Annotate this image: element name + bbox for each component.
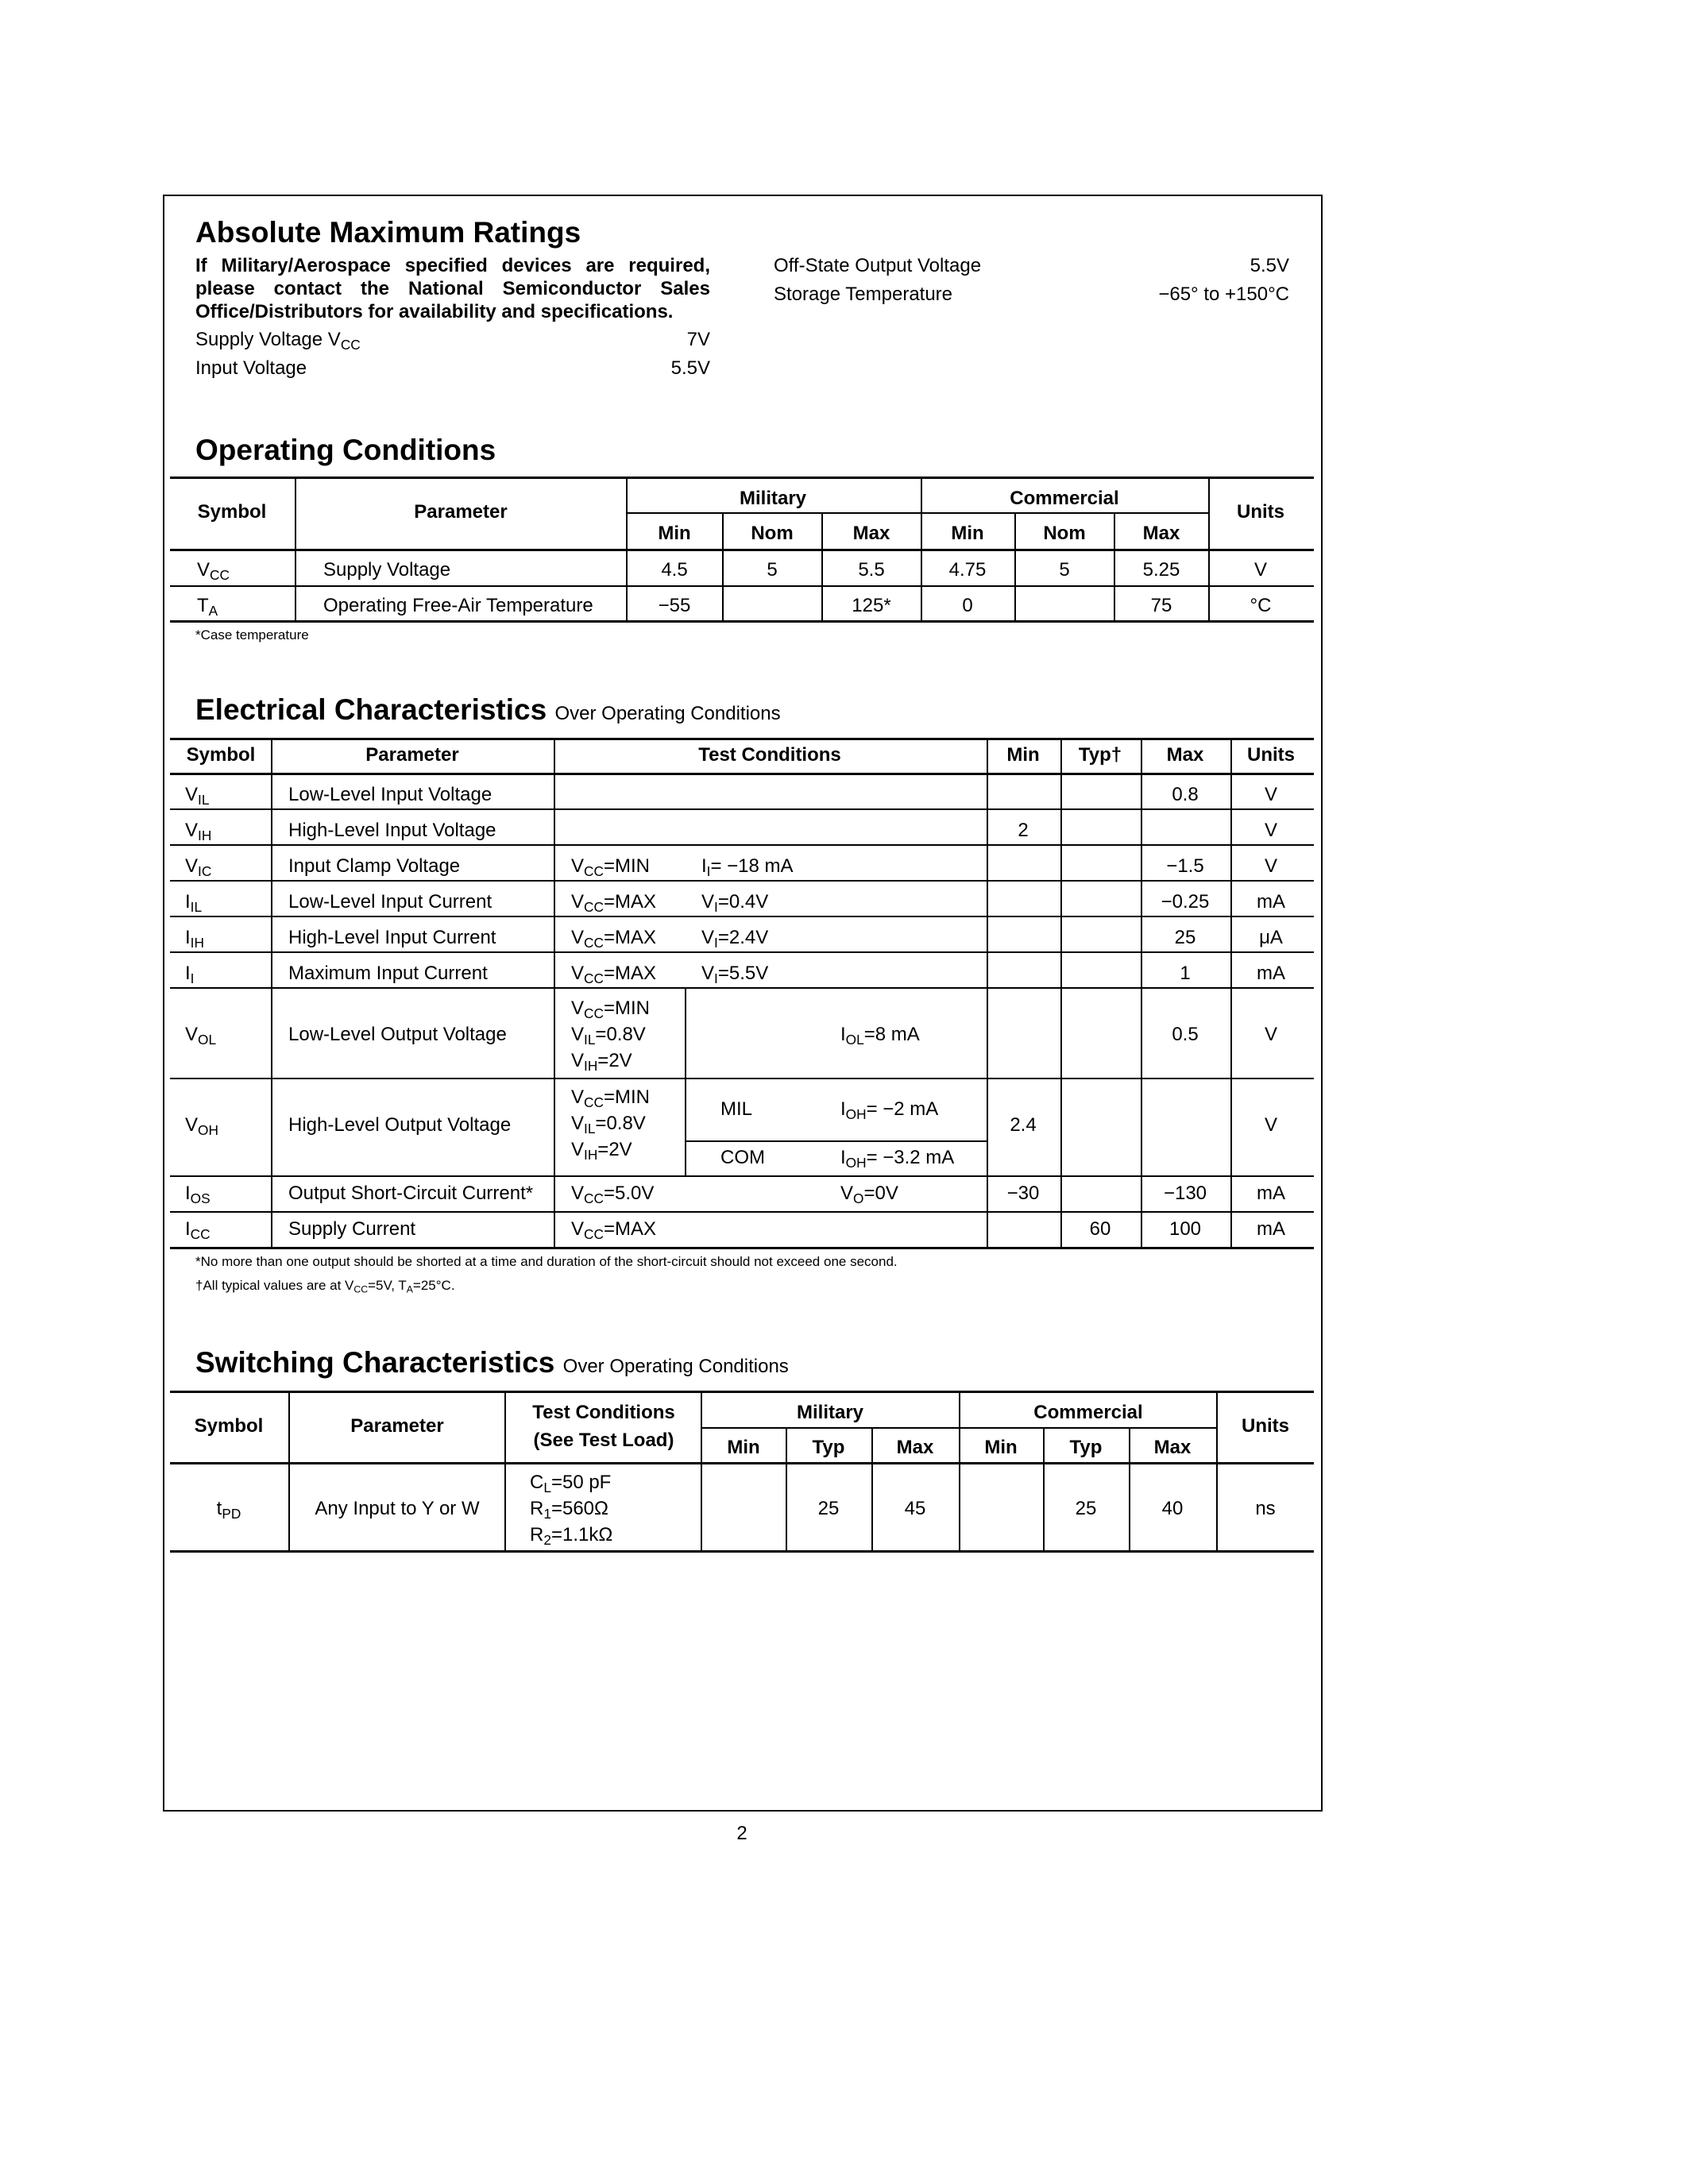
storage-temp-value: −65° to +150°C	[1158, 284, 1289, 305]
sw-header-military: Military	[796, 1402, 864, 1423]
ec-cell-units: V	[1264, 1114, 1278, 1136]
ec-voh-com-ioh: $I_{OH}= -3.2$ mA	[840, 1147, 955, 1171]
op-footnote: *Case temperature	[195, 627, 309, 642]
op-header-symbol: Symbol	[197, 501, 267, 523]
supply-voltage-value: 7V	[686, 329, 710, 350]
op-cell: 75	[1150, 595, 1172, 616]
sw-header-mil-typ: Typ	[812, 1437, 845, 1458]
op-header-mil-min: Min	[658, 523, 691, 544]
sw-header-com-max: Max	[1153, 1437, 1192, 1458]
ec-cell-typ: 60	[1089, 1218, 1111, 1240]
ec-header-parameter: Parameter	[365, 744, 459, 766]
table-row: $I_{IH}$	[185, 927, 204, 951]
abs-max-notice-1: If Military/Aerospace specified devices are required,	[195, 255, 710, 276]
ec-footnote-1: *No more than one output should be shorted at a time and duration of the short-circuit should not exceed one second.	[195, 1254, 898, 1269]
ec-cond-2: $I_I= -18$ mA	[701, 855, 794, 879]
op-cell: V	[1253, 559, 1268, 581]
op-cell: 0	[962, 595, 973, 616]
table-row: $V_{IL}$	[185, 784, 210, 808]
input-voltage-value: 5.5V	[670, 357, 710, 379]
ec-header-test: Test Conditions	[698, 744, 841, 766]
sw-row-param: Any Input to Y or W	[315, 1498, 480, 1519]
ec-cell-max: −0.25	[1161, 891, 1210, 913]
ec-cell-min: −30	[1006, 1183, 1040, 1204]
ec-cond-2: $V_I=5.5V$	[701, 963, 769, 986]
ec-cell-min: 2.4	[1010, 1114, 1037, 1136]
op-cell: 5.25	[1142, 559, 1180, 581]
supply-voltage-label: Supply Voltage $V_{CC}$	[195, 329, 361, 353]
op-cell: 5.5	[858, 559, 885, 581]
ec-cond-2: $V_O=0V$	[840, 1183, 898, 1206]
sw-row-conditions: $C_L=50$ pF $R_1=560\Omega$ $R_2=1.1k\Omega$	[530, 1472, 613, 1548]
table-row: $t_{PD}$	[216, 1498, 241, 1522]
ec-cell-units: mA	[1257, 1218, 1285, 1240]
ec-footnote-2: †All typical values are at $V_{CC}=5V$, $T_A=25^\circ C$.	[195, 1278, 455, 1295]
sw-header-mil-max: Max	[896, 1437, 934, 1458]
ec-cell-units: V	[1264, 855, 1278, 877]
ec-voh-conditions: $V_{CC}=MIN$ $V_{IL}=0.8V$ $V_{IH}=2V$	[571, 1086, 650, 1163]
op-header-parameter: Parameter	[414, 501, 508, 523]
sw-cell: ns	[1255, 1498, 1276, 1519]
table-row: $V_{OH}$	[185, 1114, 218, 1138]
ec-cond-1: $V_{CC}=MIN$	[571, 855, 650, 879]
ec-cond-1: $V_{CC}=MAX$	[571, 891, 656, 915]
ec-cell-max: −130	[1163, 1183, 1207, 1204]
op-cell: °C	[1250, 595, 1272, 616]
ec-cell-units: mA	[1257, 963, 1285, 984]
input-voltage-label: Input Voltage	[195, 357, 307, 379]
ec-cell-min: 2	[1018, 820, 1029, 841]
table-row: $I_I$	[185, 963, 195, 986]
table-row: $V_{CC}$	[197, 559, 230, 583]
ec-cell-units: V	[1264, 1024, 1278, 1045]
op-header-units: Units	[1237, 501, 1284, 523]
ec-cell-max: 25	[1174, 927, 1196, 948]
ec-cell-units: V	[1264, 784, 1278, 805]
ec-row-param: High-Level Input Current	[288, 927, 496, 948]
sw-header-units: Units	[1242, 1415, 1289, 1437]
offstate-voltage-value: 5.5V	[1250, 255, 1289, 276]
ec-vol-iol: $I_{OL}=8$ mA	[840, 1024, 920, 1048]
sw-header-parameter: Parameter	[350, 1415, 444, 1437]
op-cond-title: Operating Conditions	[195, 434, 496, 466]
ec-cond-2: $V_I=0.4V$	[701, 891, 769, 915]
op-row-param: Supply Voltage	[323, 559, 451, 581]
sw-header-test-2: (See Test Load)	[533, 1430, 674, 1451]
ec-title: Electrical Characteristics Over Operating Conditions	[195, 693, 781, 726]
op-header-com-min: Min	[951, 523, 984, 544]
sw-cell: 25	[1075, 1498, 1097, 1519]
ec-cell-units: V	[1264, 820, 1278, 841]
ec-row-param: Low-Level Output Voltage	[288, 1024, 507, 1045]
op-cell: 4.5	[661, 559, 688, 581]
ec-header-max: Max	[1166, 744, 1204, 766]
ec-cond-1: $V_{CC}=MAX$	[571, 1218, 656, 1242]
page-number: 2	[736, 1823, 747, 1844]
abs-max-notice-3: Office/Distributors for availability and specifications.	[195, 301, 674, 322]
op-cell: 4.75	[948, 559, 987, 581]
ec-cond-2: $V_I=2.4V$	[701, 927, 769, 951]
ec-row-param: High-Level Output Voltage	[288, 1114, 512, 1136]
ec-cell-max: 100	[1168, 1218, 1202, 1240]
sw-header-commercial: Commercial	[1033, 1402, 1143, 1423]
op-header-com-nom: Nom	[1043, 523, 1086, 544]
offstate-voltage-label: Off-State Output Voltage	[774, 255, 982, 276]
ec-row-param: Maximum Input Current	[288, 963, 488, 984]
ec-cell-max: −1.5	[1166, 855, 1204, 877]
ec-voh-mil-ioh: $I_{OH}= -2$ mA	[840, 1098, 939, 1122]
ec-row-param: Low-Level Input Voltage	[288, 784, 492, 805]
table-row: $V_{OL}$	[185, 1024, 217, 1048]
ec-cell-units: μA	[1259, 927, 1283, 948]
op-header-mil-max: Max	[852, 523, 890, 544]
ec-row-param: Input Clamp Voltage	[288, 855, 461, 877]
sw-title: Switching Characteristics Over Operating Conditions	[195, 1346, 789, 1379]
op-header-military: Military	[739, 488, 807, 509]
op-header-com-max: Max	[1142, 523, 1180, 544]
op-header-commercial: Commercial	[1010, 488, 1119, 509]
sw-header-symbol: Symbol	[194, 1415, 264, 1437]
ec-cell-max: 0.8	[1172, 784, 1199, 805]
op-cell: −55	[658, 595, 691, 616]
op-header-mil-nom: Nom	[751, 523, 794, 544]
table-row: $I_{CC}$	[185, 1218, 211, 1242]
ec-vol-conditions: $V_{CC}=MIN$ $V_{IL}=0.8V$ $V_{IH}=2V$	[571, 997, 650, 1074]
ec-cond-1: $V_{CC}=5.0V$	[571, 1183, 655, 1206]
ec-row-param: Supply Current	[288, 1218, 416, 1240]
table-row: $V_{IC}$	[185, 855, 212, 879]
table-row: $I_{OS}$	[185, 1183, 211, 1206]
abs-max-notice-2: please contact the National Semiconductor Sales	[195, 278, 710, 299]
ec-cond-1: $V_{CC}=MAX$	[571, 963, 656, 986]
sw-cell: 25	[817, 1498, 840, 1519]
ec-header-typ: Typ†	[1078, 744, 1122, 766]
storage-temp-label: Storage Temperature	[774, 284, 953, 305]
abs-max-title: Absolute Maximum Ratings	[195, 216, 581, 249]
ec-cond-1: $V_{CC}=MAX$	[571, 927, 656, 951]
sw-cell: 40	[1161, 1498, 1184, 1519]
op-cell: 5	[767, 559, 778, 581]
table-row: $I_{IL}$	[185, 891, 203, 915]
ec-row-param: Output Short-Circuit Current*	[288, 1183, 534, 1204]
ec-cell-units: mA	[1257, 1183, 1285, 1204]
op-cell: 125*	[852, 595, 891, 616]
table-row: $T_A$	[197, 595, 218, 619]
sw-header-test-1: Test Conditions	[532, 1402, 675, 1423]
op-cell: 5	[1059, 559, 1070, 581]
ec-row-param: Low-Level Input Current	[288, 891, 492, 913]
sw-header-com-typ: Typ	[1069, 1437, 1103, 1458]
ec-voh-com: COM	[720, 1147, 765, 1168]
ec-cell-units: mA	[1257, 891, 1285, 913]
table-row: $V_{IH}$	[185, 820, 212, 843]
ec-voh-mil: MIL	[720, 1098, 753, 1120]
ec-row-param: High-Level Input Voltage	[288, 820, 496, 841]
ec-cell-max: 0.5	[1172, 1024, 1199, 1045]
ec-header-symbol: Symbol	[186, 744, 256, 766]
ec-header-units: Units	[1247, 744, 1295, 766]
sw-cell: 45	[904, 1498, 926, 1519]
sw-header-com-min: Min	[984, 1437, 1018, 1458]
ec-cell-max: 1	[1180, 963, 1191, 984]
sw-header-mil-min: Min	[727, 1437, 760, 1458]
op-row-param: Operating Free-Air Temperature	[323, 595, 593, 616]
ec-header-min: Min	[1006, 744, 1040, 766]
